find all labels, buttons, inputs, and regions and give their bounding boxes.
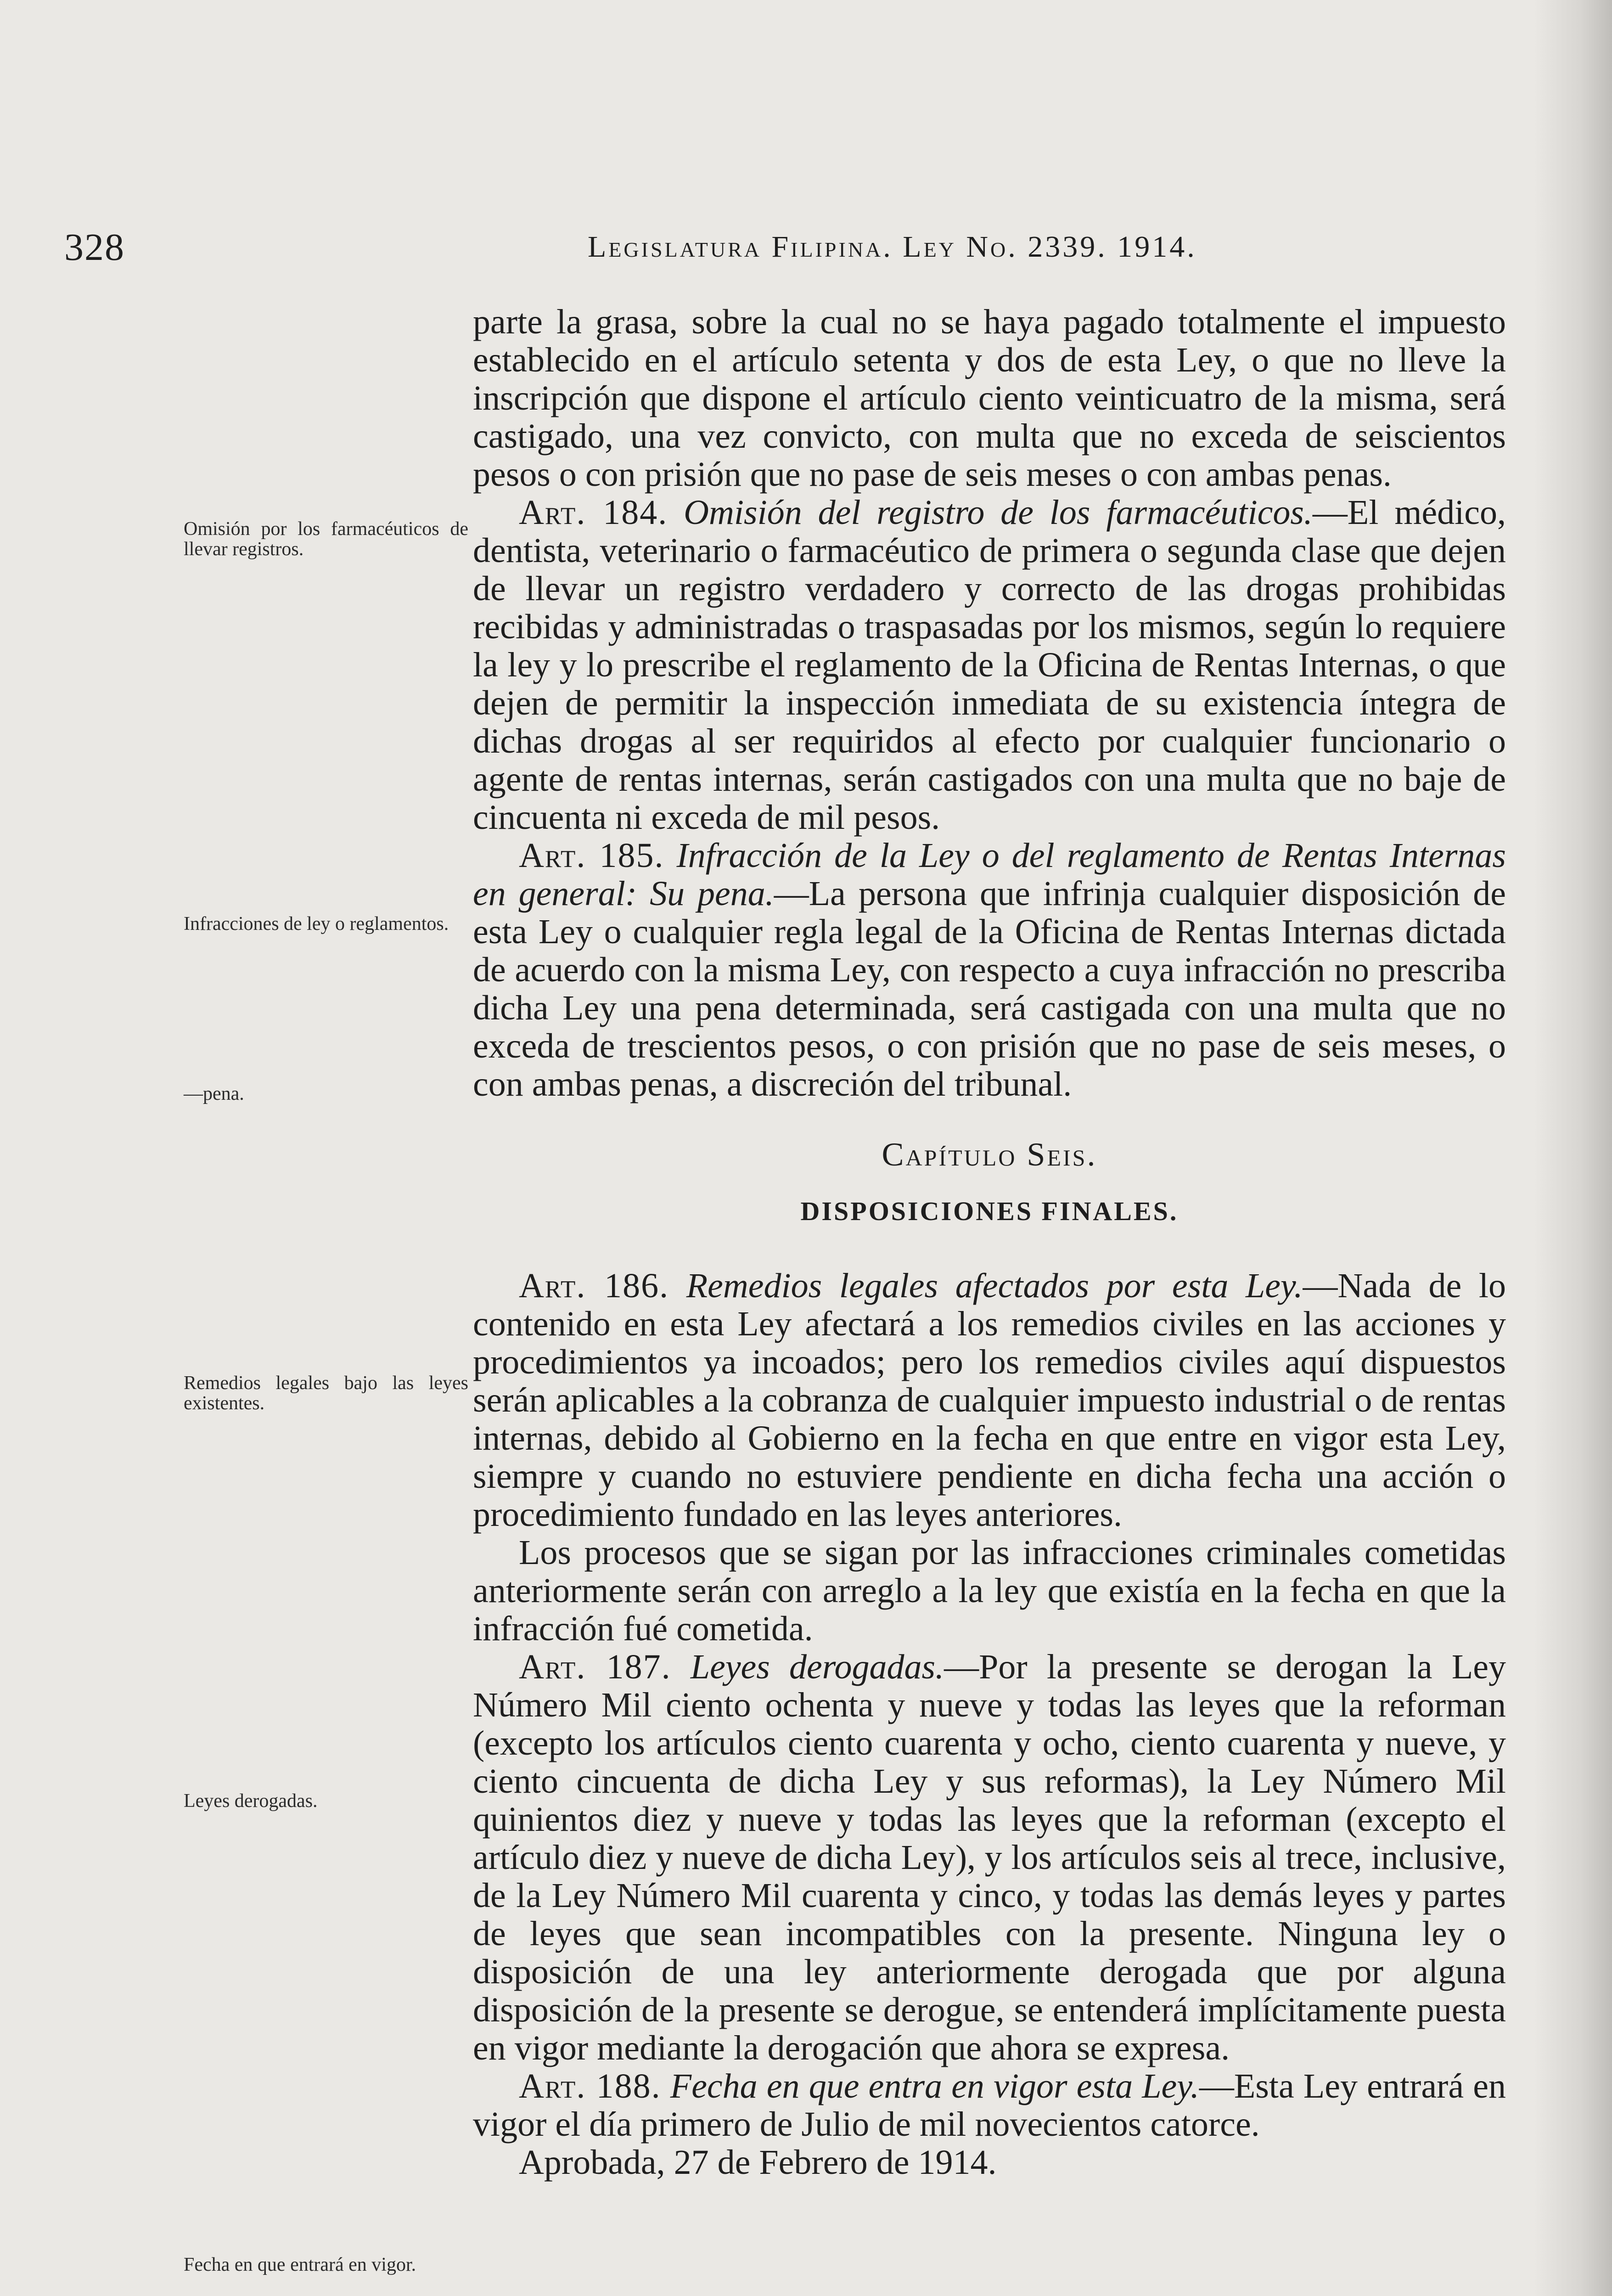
article-number: Art. 185. [519,836,664,875]
article-188 [473,2067,1506,2144]
margin-note-leyes-derogadas: Leyes derogadas. [184,1790,318,1812]
article-text: —El médico, dentista, veterinario o farmacéutico de primera o segunda clase que dejen de llevar un registro verdadero y correcto de las drogas prohibidas recibidas y administradas o traspasadas por los mismos, según lo requiere la ley y lo prescribe el reglamento de la Oficina de Rentas Internas, o que dejen de permitir la inspección inmediata de su existencia íntegra de dichas drogas al ser requiridos al efecto por cualquier funcionario o agente de rentas internas, serán castigados con una multa que no baje de cincuenta ni exceda de mil pesos. [473,493,1506,837]
article-title: Infracción de la Ley o del reglamento de Rentas Internas en general: Su pena. [473,836,1506,913]
article-number: Art. 187. [519,1648,671,1686]
approval-line: Aprobada, 27 de Febrero de 1914. [519,2143,997,2182]
margin-note-pena: —pena. [184,1083,244,1104]
paragraph-continuation: parte la grasa, sobre la cual no se haya pagado totalmente el impuesto establecido en el artículo setenta y dos de esta Ley, o que no lleve la inscripción que dispone el artículo ciento veinticuatro de la misma, será castigado, una vez convicto, con multa que no exceda de seiscientos pesos o con prisión que no pase de seis meses o con ambas penas. [473,303,1506,494]
chapter-heading: Capítulo Seis. [882,1136,1097,1173]
article-title: Fecha en que entra en vigor esta Ley. [670,2067,1199,2105]
body-text [473,303,1506,2182]
article-text: —Nada de lo contenido en esta Ley afectará a los remedios civiles en las acciones y procedimientos ya incoados; pero los remedios civiles aquí dispuestos serán aplicables a la cobranza de cualquier impuesto industrial o de rentas internas, debido al Gobierno en la fecha en que entre en vigor esta Ley, siempre y cuando no estuviere pendiente en dicha fecha una acción o procedimiento fundado en las leyes anteriores. [473,1266,1506,1534]
margin-note-remedios: Remedios legales bajo las leyes existentes. [184,1373,468,1414]
section-heading: DISPOSICIONES FINALES. [800,1196,1179,1226]
paragraph-procesos: Los procesos que se sigan por las infracciones criminales cometidas anteriormente serán con arreglo a la ley que existía en la fecha en que la infracción fué cometida. [473,1533,1506,1648]
article-number: Art. 188. [519,2067,661,2105]
running-head: Legislatura Filipina. Ley No. 2339. 1914. [588,230,1197,264]
article-number: Art. 184. [519,493,668,532]
article-185 [473,837,1506,1103]
article-title: Leyes derogadas. [690,1648,944,1686]
page-edge-shadow [1534,0,1612,2296]
article-title: Omisión del registro de los farmacéuticos. [684,493,1313,532]
page-number: 328 [64,226,125,269]
article-number: Art. 186. [519,1266,669,1305]
article-text: —La persona que infrinja cualquier disposición de esta Ley o cualquier regla legal de la Oficina de Rentas Internas dictada de acuerdo con la misma Ley, con respecto a cuya infracción no prescriba dicha Ley una pena determinada, será castigada con una multa que no exceda de trescientos pesos, o con prisión que no pase de seis meses, o con ambas penas, a discreción del tribunal. [473,874,1506,1103]
article-text: —Por la presente se derogan la Ley Número Mil ciento ochenta y nueve y todas las leyes que la reforman (excepto los artículos ciento cuarenta y ocho, ciento cuarenta y nueve, y ciento cincuenta de dicha Ley y sus reformas), la Ley Número Mil quinientos diez y nueve y todas las leyes que la reforman (excepto el artículo diez y nueve de dicha Ley), y los artículos seis al trece, inclusive, de la Ley Número Mil cuarenta y cinco, y todas las demás leyes y partes de leyes que sean incompatibles con la presente. Ninguna ley o disposición de una ley anteriormente derogada que por alguna disposición de la presente se derogue, se entenderá implícitamente puesta en vigor mediante la derogación que ahora se expresa. [473,1648,1506,2067]
article-187 [473,1648,1506,2067]
article-184 [473,494,1506,837]
article-186 [473,1267,1506,1534]
margin-note-infracciones: Infracciones de ley o reglamentos. [184,913,449,934]
article-text: —Esta Ley entrará en vigor el día primero de Julio de mil novecientos catorce. [473,2067,1506,2144]
margin-note-omision: Omisión por los farmacéuticos de llevar registros. [184,518,468,560]
article-title: Remedios legales afectados por esta Ley. [686,1266,1303,1305]
margin-note-fecha-vigor: Fecha en que entrará en vigor. [184,2254,416,2275]
